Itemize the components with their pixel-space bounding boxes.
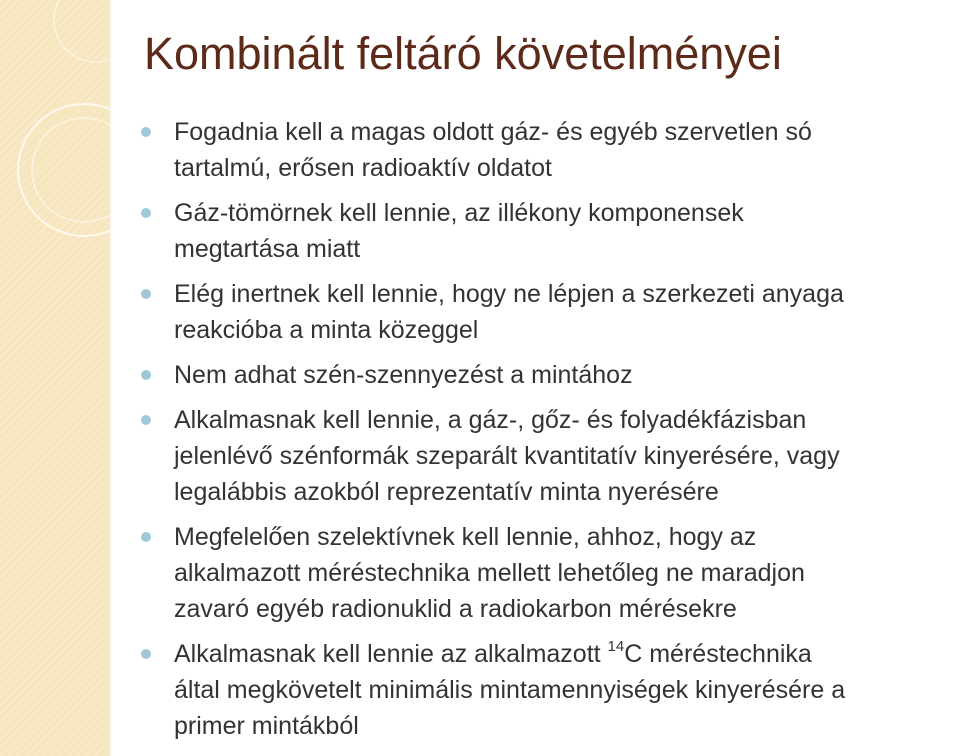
bullet-dot-icon <box>141 370 151 380</box>
decorative-circles <box>0 0 112 756</box>
bullet-text-line: legalábbis azokból reprezentatív minta nyerésére <box>174 478 719 506</box>
bullet-text-line: által megkövetelt minimális mintamennyiségek kinyerésére a <box>174 676 846 704</box>
isotope-superscript: 14 <box>607 638 625 655</box>
bullet-item <box>174 636 960 744</box>
bullet-dot-icon <box>141 208 151 218</box>
slide-title: Kombinált feltáró követelményei <box>144 28 782 79</box>
bullet-text-segment: Alkalmasnak kell lennie az alkalmazott <box>174 640 608 668</box>
bullet-text-line: reakcióba a minta közeggel <box>174 316 479 344</box>
bullet-text-line: alkalmazott méréstechnika mellett lehetőleg ne maradjon <box>174 559 805 587</box>
bullet-text-line: primer mintákból <box>174 712 359 740</box>
bullet-text-line: Gáz-tömörnek kell lennie, az illékony komponensek <box>174 199 744 227</box>
bullet-text-line: Nem adhat szén-szennyezést a mintához <box>174 361 633 389</box>
bullet-text-line: tartalmú, erősen radioaktív oldatot <box>174 154 552 182</box>
decorative-circle-medium <box>32 118 112 222</box>
bullet-dot-icon <box>141 532 151 542</box>
decorative-circle-top <box>54 0 112 62</box>
bullet-dot-icon <box>141 649 151 659</box>
bullet-list <box>174 114 960 753</box>
bullet-text-line-with-isotope <box>174 636 960 672</box>
bullet-text-segment: C méréstechnika <box>624 640 812 668</box>
bullet-dot-icon <box>141 415 151 425</box>
bullet-item <box>174 195 960 267</box>
bullet-text-line: Fogadnia kell a magas oldott gáz- és egyéb szervetlen só <box>174 118 812 146</box>
bullet-text-line: Megfelelően szelektívnek kell lennie, ahhoz, hogy az <box>174 523 757 551</box>
bullet-dot-icon <box>141 289 151 299</box>
bullet-text-line: Alkalmasnak kell lennie, a gáz-, gőz- és folyadékfázisban <box>174 406 807 434</box>
bullet-item <box>174 357 960 393</box>
bullet-dot-icon <box>141 127 151 137</box>
bullet-item <box>174 402 960 510</box>
bullet-item <box>174 276 960 348</box>
bullet-text-line: zavaró egyéb radionuklid a radiokarbon mérésekre <box>174 595 737 623</box>
bullet-item <box>174 519 960 627</box>
bullet-text-line: megtartása miatt <box>174 235 361 263</box>
bullet-text-line: Elég inertnek kell lennie, hogy ne lépjen a szerkezeti anyaga <box>174 280 844 308</box>
bullet-text-line: jelenlévő szénformák szeparált kvantitatív kinyerésére, vagy <box>174 442 840 470</box>
bullet-item <box>174 114 960 186</box>
